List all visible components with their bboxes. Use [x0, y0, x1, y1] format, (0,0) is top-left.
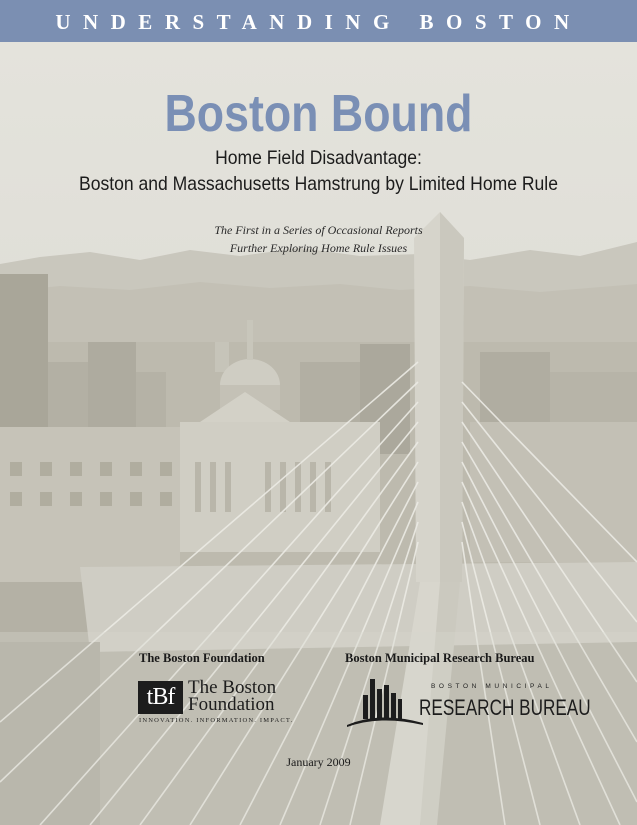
header-banner — [0, 0, 637, 42]
research-bureau-logo — [345, 673, 591, 729]
tbf-name-line1: The Boston — [188, 677, 277, 698]
report-title: Boston Bound — [164, 85, 473, 143]
tbf-mark: tBf — [138, 681, 183, 714]
series-note-line1: The First in a Series of Occasional Reports — [214, 223, 423, 237]
skyline-icon — [345, 673, 425, 729]
publisher-label-boston-foundation: The Boston Foundation — [139, 651, 265, 665]
boston-foundation-logo — [138, 677, 294, 727]
report-subtitle-line1: Home Field Disadvantage: — [215, 147, 422, 169]
publisher-label-research-bureau: Boston Municipal Research Bureau — [345, 651, 535, 665]
banner-text: UNDERSTANDING BOSTON — [55, 10, 582, 34]
publication-date: January 2009 — [286, 755, 351, 769]
bmrb-small-text: BOSTON MUNICIPAL — [431, 683, 553, 690]
report-subtitle-line2: Boston and Massachusetts Hamstrung by Limited Home Rule — [79, 173, 558, 195]
bmrb-big-text: RESEARCH BUREAU — [419, 695, 591, 720]
tbf-tagline: INNOVATION. INFORMATION. IMPACT. — [139, 717, 294, 724]
tbf-name-line2: Foundation — [188, 694, 275, 715]
series-note-line2: Further Exploring Home Rule Issues — [229, 241, 408, 255]
